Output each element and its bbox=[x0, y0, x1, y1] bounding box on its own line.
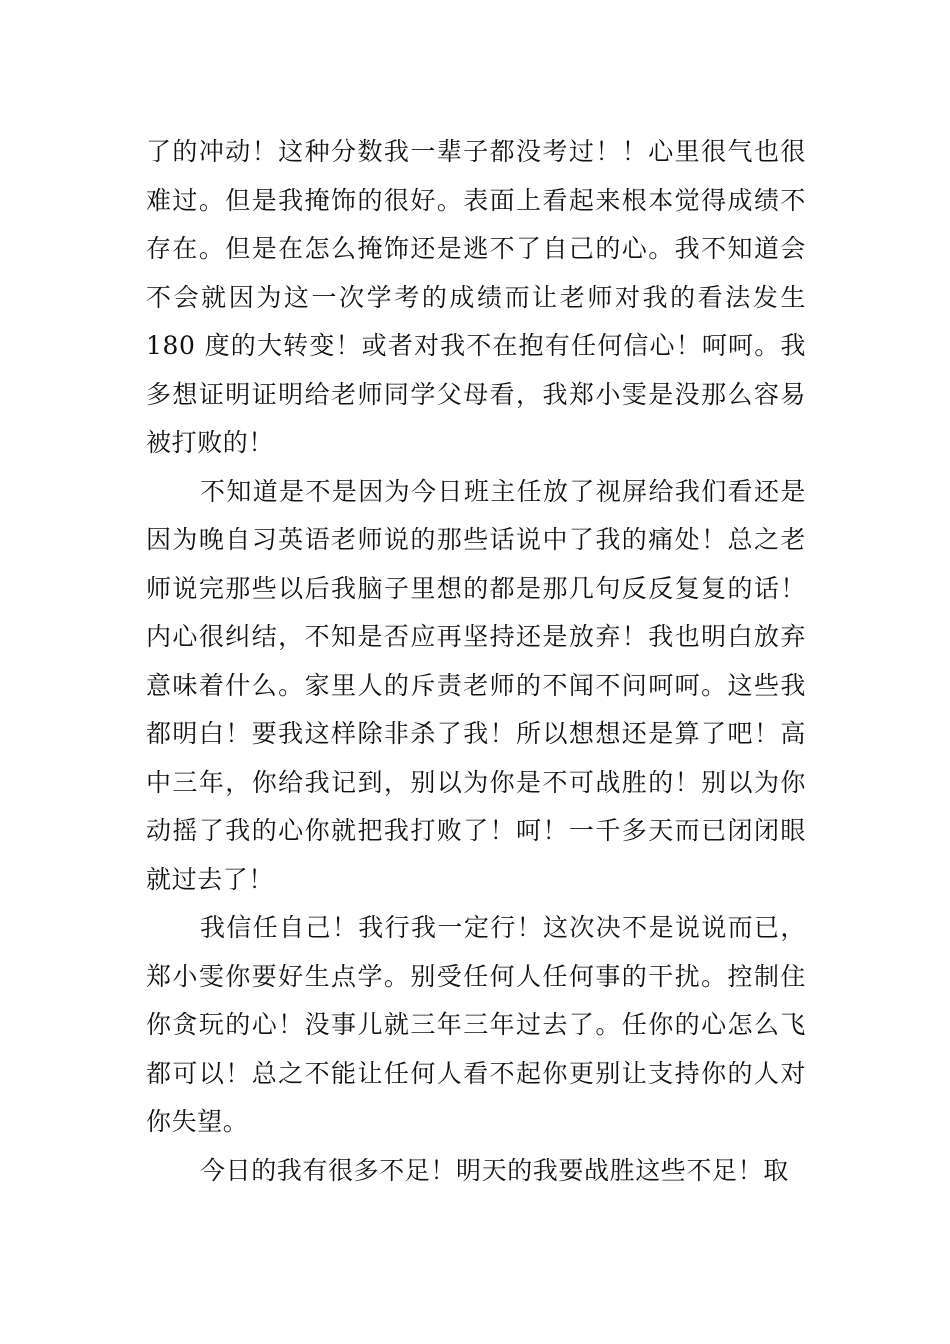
paragraph-4: 今日的我有很多不足！明天的我要战胜这些不足！取 bbox=[200, 1155, 789, 1185]
paragraph-2: 不知道是不是因为今日班主任放了视屏给我们看还是因为晚自习英语老师说的那些话说中了我的痛处！总之老师说完那些以后我脑子里想的都是那几句反反复复的话！内心很纠结，不知是否应再坚持还是放弃！我也明白放弃意味着什么。家里人的斥责老师的不闻不问呵呵。这些我都明白！要我这样除非杀了我！所以想想还是算了吧！高中三年，你给我记到，别以为你是不可战胜的！别以为你动摇了我的心你就把我打败了！呵！一千多天而已闭闭眼就过去了！ bbox=[146, 476, 806, 894]
paragraph-3: 我信任自己！我行我一定行！这次决不是说说而已，郑小雯你要好生点学。别受任何人任何事的干扰。控制住你贪玩的心！没事儿就三年三年过去了。任你的心怎么飞都可以！总之不能让任何人看不起你更别让支持你的人对你失望。 bbox=[146, 913, 806, 1136]
body-text bbox=[146, 128, 806, 1195]
paragraph-1: 了的冲动！这种分数我一辈子都没考过！！心里很气也很难过。但是我掩饰的很好。表面上看起来根本觉得成绩不存在。但是在怎么掩饰还是逃不了自己的心。我不知道会不会就因为这一次学考的成绩而让老师对我的看法发生 180 度的大转变！或者对我不在抱有任何信心！呵呵。我多想证明证明给老师同学父母看，我郑小雯是没那么容易被打败的！ bbox=[146, 137, 806, 457]
